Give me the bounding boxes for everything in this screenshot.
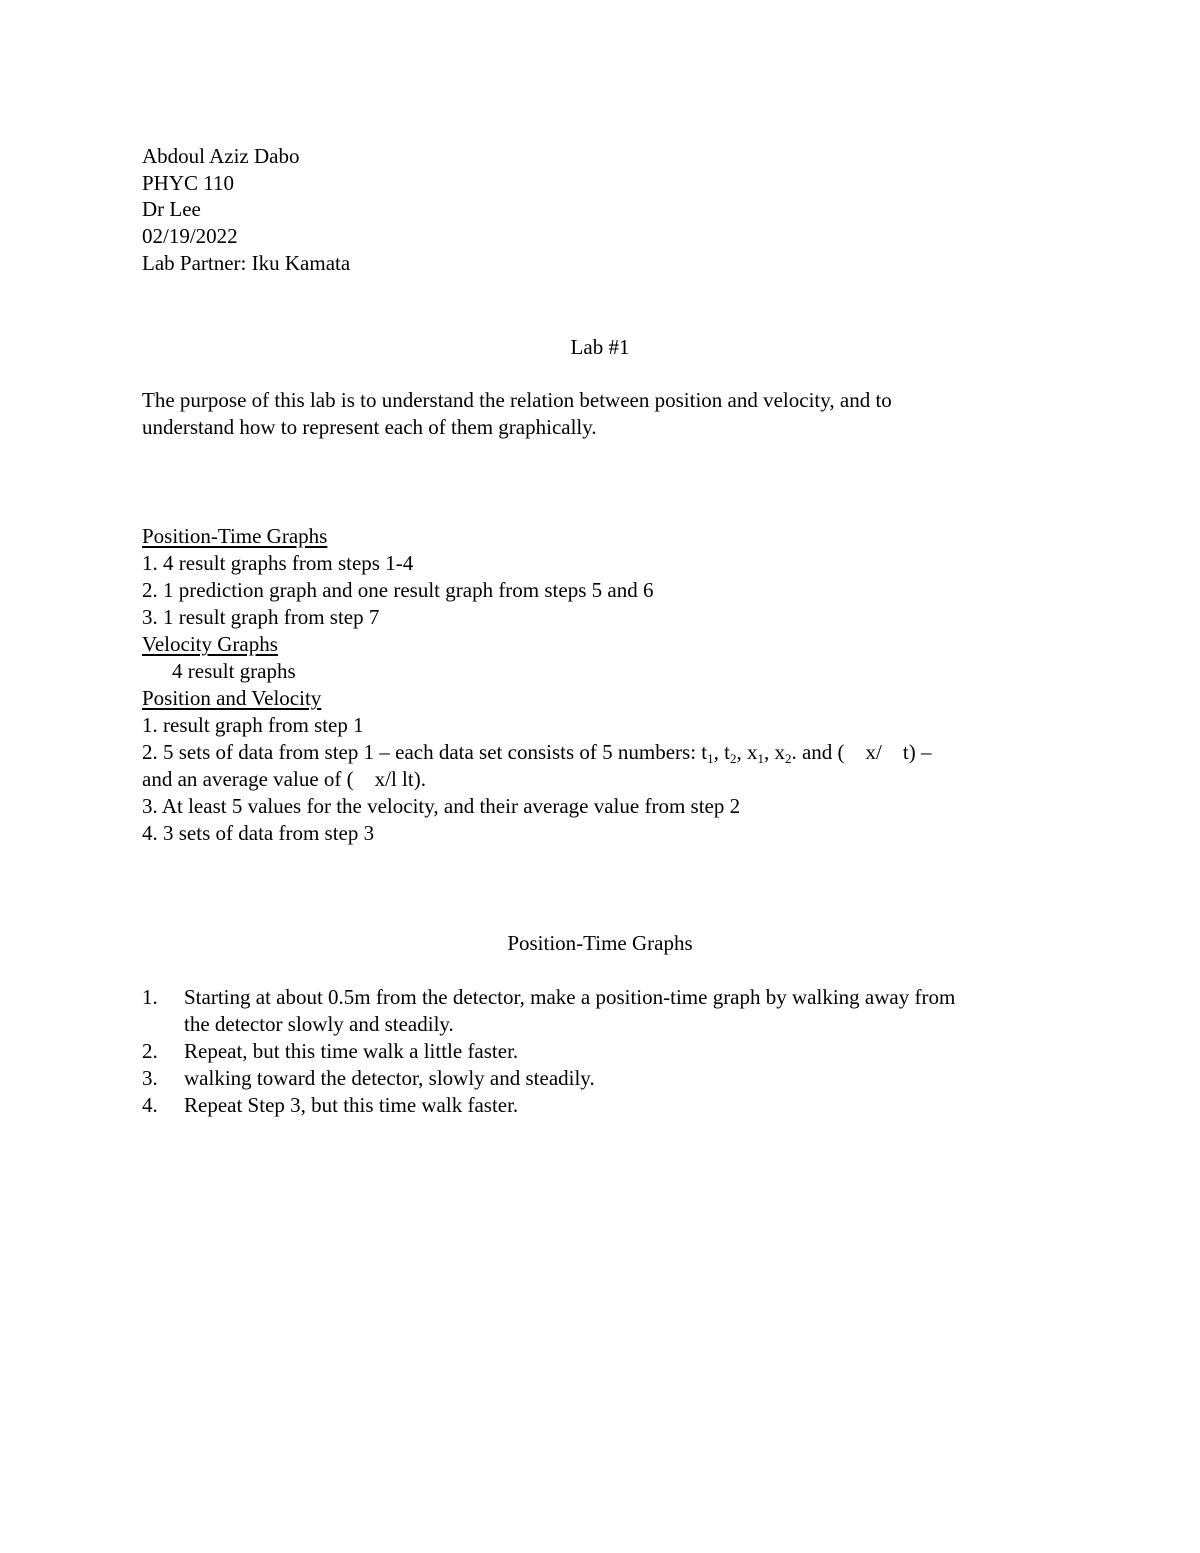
step-number: 4. xyxy=(142,1093,158,1117)
subscript: 1 xyxy=(707,751,714,766)
list-item: 3. At least 5 values for the velocity, and their average value from step 2 xyxy=(142,794,741,818)
list-item: 1. 4 result graphs from steps 1-4 xyxy=(142,551,414,575)
page-title: Lab #1 xyxy=(570,335,630,359)
list-item-text: . and ( x/ t) – xyxy=(791,740,932,764)
instructor-name: Dr Lee xyxy=(142,197,201,221)
author-name: Abdoul Aziz Dabo xyxy=(142,144,300,168)
step-text: Starting at about 0.5m from the detector, make a position-time graph by walking away from xyxy=(184,985,956,1009)
course-code: PHYC 110 xyxy=(142,171,234,195)
section-heading-velocity: Velocity Graphs xyxy=(142,632,278,656)
list-item-text: 2. 5 sets of data from step 1 – each data set consists of 5 numbers: t xyxy=(142,740,708,764)
list-item: 3. 1 result graph from step 7 xyxy=(142,605,380,629)
list-item-text: , x xyxy=(736,740,758,764)
section-title: Position-Time Graphs xyxy=(507,931,693,955)
section-heading-position-time: Position-Time Graphs xyxy=(142,524,328,548)
step-number: 2. xyxy=(142,1039,158,1063)
list-item: 4. 3 sets of data from step 3 xyxy=(142,821,375,845)
lab-partner: Lab Partner: Iku Kamata xyxy=(142,251,351,275)
step-text: Repeat Step 3, but this time walk faster. xyxy=(184,1093,519,1117)
list-item xyxy=(142,739,931,765)
step-text: walking toward the detector, slowly and steadily. xyxy=(184,1066,595,1090)
list-item: 1. result graph from step 1 xyxy=(142,713,364,737)
list-item-continuation: and an average value of ( x/l lt). xyxy=(142,767,426,791)
purpose-line-2: understand how to represent each of them graphically. xyxy=(142,415,597,439)
section-heading-position-velocity: Position and Velocity xyxy=(142,686,322,710)
step-number: 1. xyxy=(142,985,158,1009)
list-item: 4 result graphs xyxy=(172,659,296,683)
subscript: 1 xyxy=(757,751,764,766)
subscript: 2 xyxy=(729,751,737,766)
document-date: 02/19/2022 xyxy=(142,224,238,248)
step-number: 3. xyxy=(142,1066,158,1090)
purpose-line-1: The purpose of this lab is to understand the relation between position and velocity, and to xyxy=(142,388,892,412)
subscript: 2 xyxy=(784,751,792,766)
step-text: Repeat, but this time walk a little faster. xyxy=(184,1039,519,1063)
step-text-continuation: the detector slowly and steadily. xyxy=(184,1012,454,1036)
list-item-text: , x xyxy=(763,740,785,764)
list-item: 2. 1 prediction graph and one result graph from steps 5 and 6 xyxy=(142,578,654,602)
list-item-text: , t xyxy=(713,740,730,764)
